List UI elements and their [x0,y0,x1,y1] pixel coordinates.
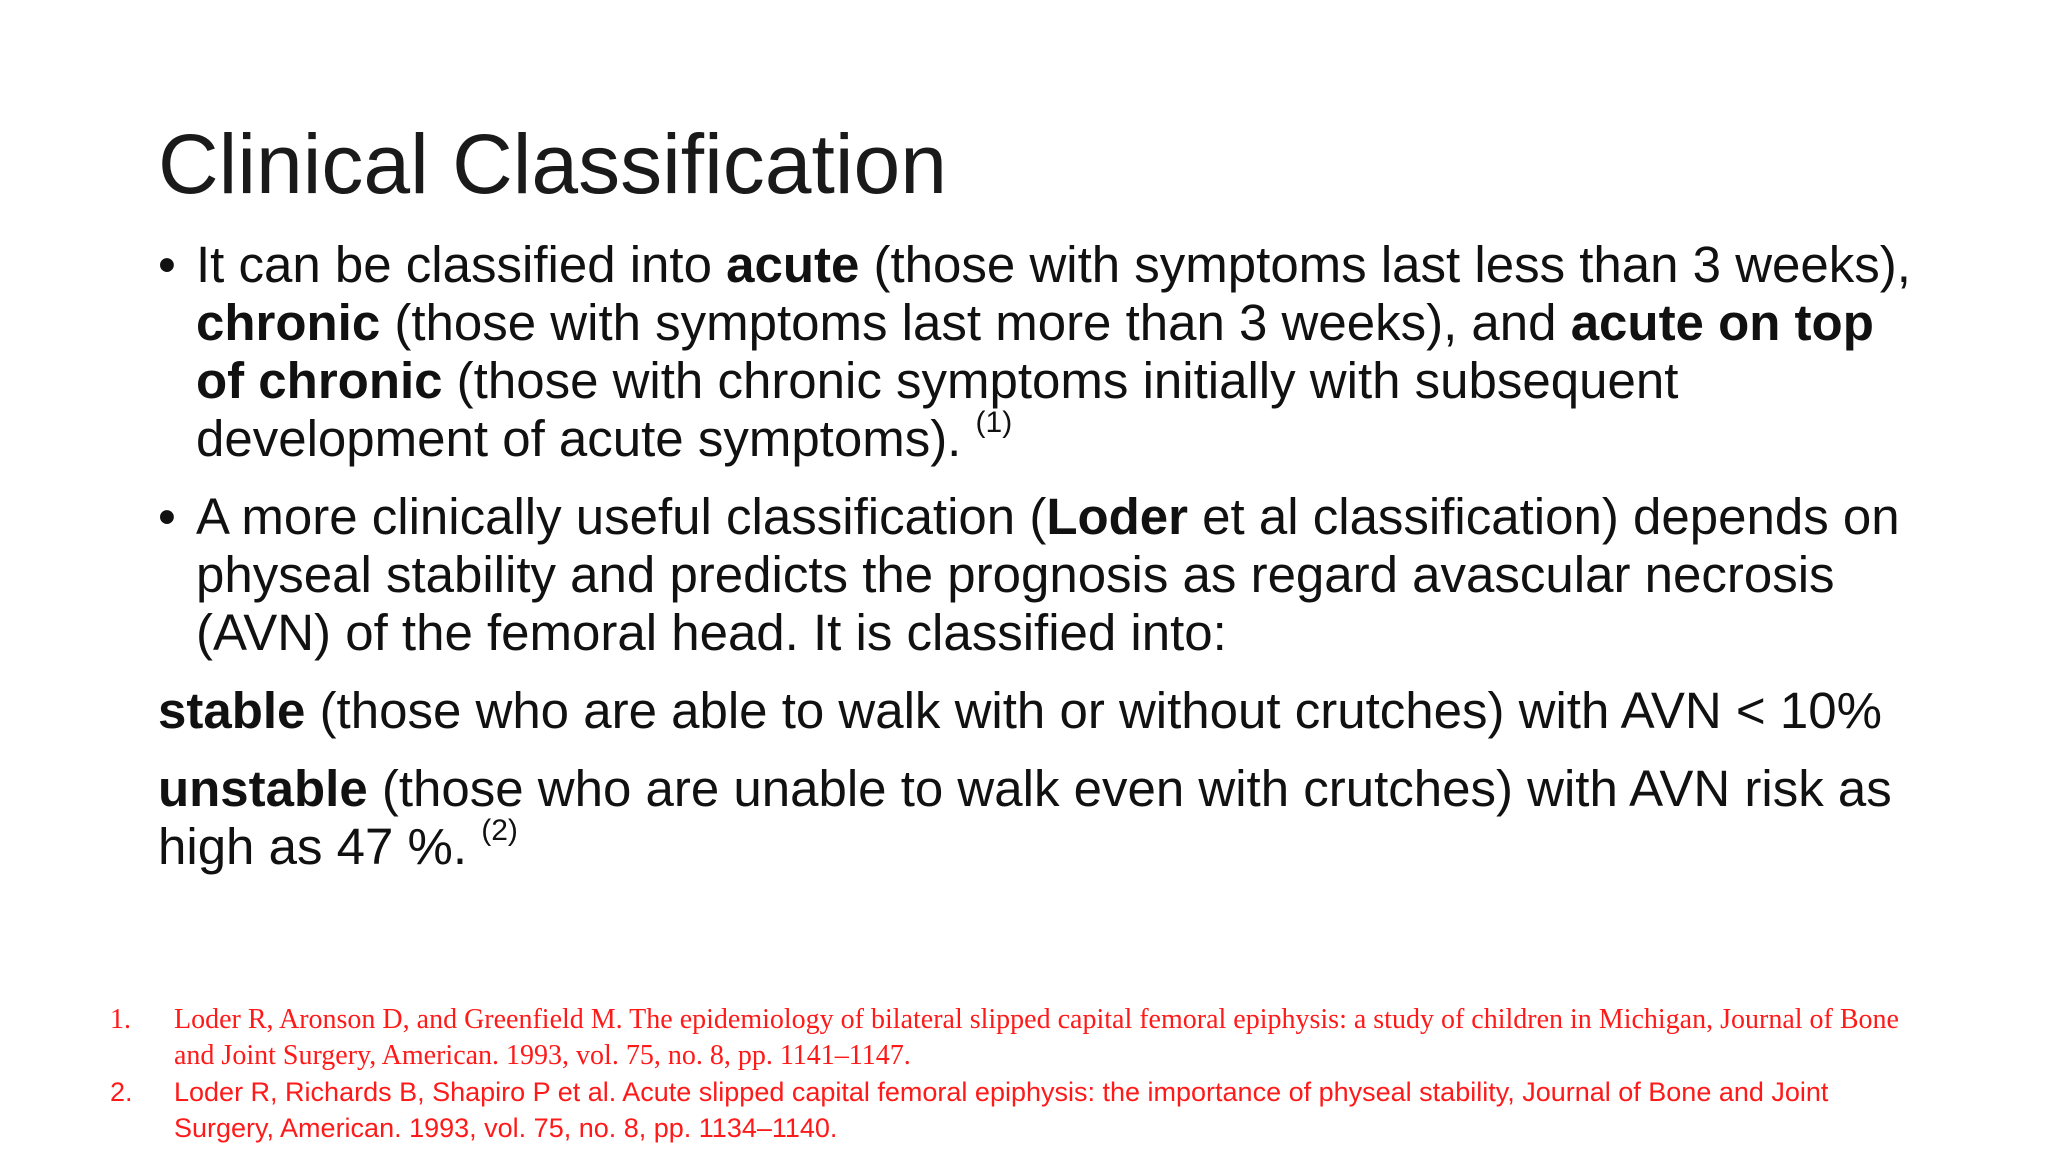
bold-term-loder: Loder [1046,488,1188,545]
bold-term-stable: stable [158,682,306,739]
slide-title: Clinical Classification [158,117,947,211]
reference-number: 1. [110,1004,131,1035]
bold-term-acute: acute [726,236,860,293]
reference-item [110,1002,1930,1074]
reference-text: Loder R, Aronson D, and Greenfield M. The epidemiology of bilateral slipped capital femoral epiphysis: a study of children in Michigan, Journal of Bone and Joint Surgery, American. 1993, vol. 75, no. 8, pp. 1141–1147. [174,1004,1899,1071]
bullet-item-loder [158,488,1918,662]
references-list [110,1002,1930,1146]
paragraph-unstable [158,760,1918,876]
citation-marker: (2) [481,814,518,847]
reference-text: Loder R, Richards B, Shapiro P et al. Acute slipped capital femoral epiphysis: the importance of physeal stability, Journal of Bone and Joint Surgery, American. 1993, vol. 75, no. 8, pp. 1134–1140. [174,1077,1829,1143]
bullet-item-classification [158,236,1918,468]
reference-number: 2. [110,1077,133,1107]
slide-body [158,236,1918,896]
bold-term-unstable: unstable [158,760,368,817]
bullet-text: It can be classified into [196,236,727,293]
bullet-icon: • [158,488,176,545]
reference-item [110,1074,1930,1146]
paragraph-text: (those who are able to walk with or without crutches) with AVN < 10% [305,682,1882,739]
bullet-text: A more clinically useful classification ( [196,488,1047,545]
bullet-text: (those with symptoms last less than 3 weeks), [859,236,1911,293]
bullet-text: et al classification) depends on physeal stability and predicts the prognosis as regard avascular necrosis (AVN) of the femoral head. It is classified into: [196,488,1900,661]
citation-marker: (1) [975,406,1013,439]
bullet-text: (those with symptoms last more than 3 weeks), and [380,294,1571,351]
bold-term-acute-on-chronic: acute on top of chronic [196,294,1874,409]
paragraph-stable [158,682,1918,740]
bold-term-chronic: chronic [196,294,381,351]
bullet-icon: • [158,236,176,293]
paragraph-text: (those who are unable to walk even with crutches) with AVN risk as high as 47 %. [158,760,1892,875]
bullet-text: (those with chronic symptoms initially with subsequent development of acute symptoms). [196,352,1679,467]
